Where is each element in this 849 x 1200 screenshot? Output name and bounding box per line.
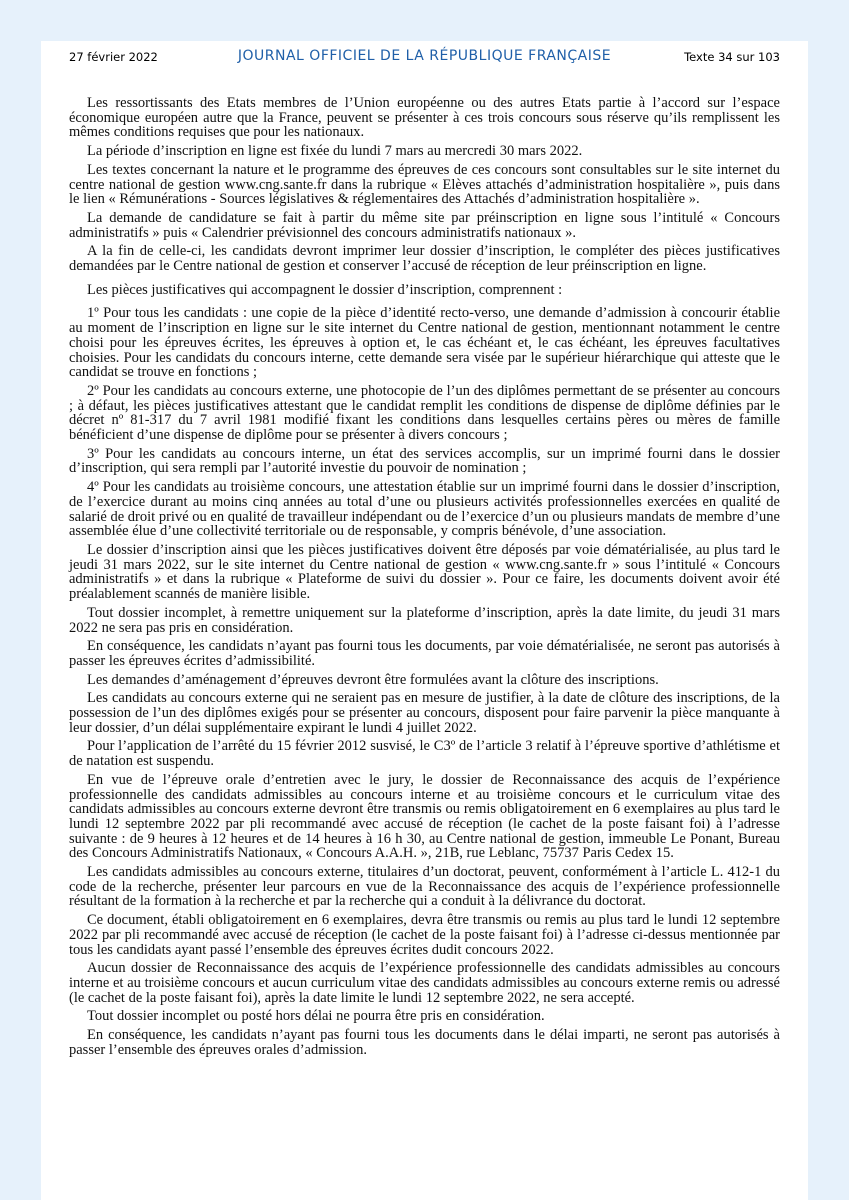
document-body <box>69 96 780 1061</box>
paragraph: Les textes concernant la nature et le programme des épreuves de ces concours sont consultables sur le site internet du centre national de gestion www.cng.sante.fr dans la rubrique « Elèves attachés d’administration hospitalière », puis dans le lien « Rémunérations - Sources législatives & réglementaires des Attachés d’administration hospitalière ». <box>69 161 780 208</box>
list-item <box>69 384 780 443</box>
paragraph: En conséquence, les candidats n’ayant pas fourni tous les documents, par voie dématérialisée, ne seront pas autorisés à passer les épreuves écrites d’admissibilité. <box>69 638 780 669</box>
paragraph: La période d’inscription en ligne est fixée du lundi 7 mars au mercredi 30 mars 2022. <box>87 143 583 160</box>
text-number: Texte 34 sur 103 <box>684 50 780 64</box>
list-item-text: Pour les candidats au troisième concours, une attestation établie sur un imprimé fourni dans le dossier d’inscription, de l’exercice durant au moins cinq années au total d’une ou plusieurs activités professionnelles exercées en qualité de salarié de droit privé ou en qualité de travailleur indépendant ou de l’exercice d’un ou plusieurs mandats de membre d’une assemblée élue d’une collectivité territoriale ou de responsable, y compris bénévole, d’une association. <box>69 479 780 540</box>
paragraph: Les demandes d’aménagement d’épreuves devront être formulées avant la clôture des inscriptions. <box>87 671 659 688</box>
paragraph: Les pièces justificatives qui accompagnent le dossier d’inscription, comprennent : <box>87 281 563 298</box>
paragraph: Ce document, établi obligatoirement en 6 exemplaires, devra être transmis ou remis au plus tard le lundi 12 septembre 2022 par pli recommandé avec accusé de réception (le cachet de la poste faisant foi) à l’adresse ci-dessus mentionnée par tous les candidats ayant passé l’ensemble des épreuves écrites dudit concours 2022. <box>69 912 780 958</box>
paragraph: Tout dossier incomplet ou posté hors délai ne pourra être pris en considération. <box>87 1008 545 1025</box>
list-item <box>69 480 780 539</box>
paragraph: En vue de l’épreuve orale d’entretien avec le jury, le dossier de Reconnaissance des acquis de l’expérience professionnelle des candidats admissibles au concours interne et au troisième concours et le curriculum vitae des candidats admissibles au concours externe devront être transmis ou remis obligatoirement en 6 exemplaires au plus tard le lundi 12 septembre 2022 par pli recommandé avec accusé de réception (le cachet de la poste faisant foi) à l’adresse suivante : de 9 heures à 12 heures et de 14 heures à 16 h 30, au Centre national de gestion, immeuble Le Ponant, Bureau des Concours Administratifs Nationaux, « Concours A.A.H. », 21B, rue Leblanc, 75737 Paris Cedex 15. <box>69 771 780 862</box>
paragraph: A la fin de celle-ci, les candidats devront imprimer leur dossier d’inscription, le compléter des pièces justificatives demandées par le Centre national de gestion et conserver l’accusé de réception de leur préinscription en ligne. <box>69 243 780 275</box>
page-header <box>69 49 780 67</box>
paragraph: Aucun dossier de Reconnaissance des acquis de l’expérience professionnelle des candidats admissibles au concours interne et au troisième concours et aucun curriculum vitae des candidats admissibles au concours externe remis ou adressé (le cachet de la poste faisant foi), après la date limite le lundi 12 septembre 2022, ne sera accepté. <box>69 960 780 1006</box>
list-marker: 1º <box>87 305 99 322</box>
journal-title: JOURNAL OFFICIEL DE LA RÉPUBLIQUE FRANÇAISE <box>237 48 612 64</box>
paragraph: Tout dossier incomplet, à remettre uniquement sur la plateforme d’inscription, après la date limite, du jeudi 31 mars 2022 ne sera pas pris en considération. <box>69 604 780 636</box>
list-marker: 3º <box>87 445 99 462</box>
list-item-text: Pour les candidats au concours interne, un état des services accomplis, sur un imprimé fourni dans le dossier d’inscription, qui sera rempli par l’autorité investie du pouvoir de nomination ; <box>69 445 781 477</box>
paragraph: Les ressortissants des Etats membres de l’Union européenne ou des autres Etats partie à l’accord sur l’espace économique européen autre que la France, peuvent se présenter à ces trois concours sous réserve qu’ils remplissent les mêmes conditions requises que pour les nationaux. <box>69 95 780 141</box>
paragraph: Le dossier d’inscription ainsi que les pièces justificatives doivent être déposés par voie dématérialisée, au plus tard le jeudi 31 mars 2022, sur le site internet du Centre national de gestion « www.cng.sante.fr » sous l’intitulé « Concours administratifs » et dans la rubrique « Plateforme de suivi du dossier ». Pour ce faire, les documents doivent avoir été préalablement scannés de manière lisible. <box>69 541 780 603</box>
paragraph: Pour l’application de l’arrêté du 15 février 2012 susvisé, le C3º de l’article 3 relatif à l’épreuve sportive d’athlétisme et de natation est suspendu. <box>69 738 780 770</box>
paragraph: La demande de candidature se fait à partir du même site par préinscription en ligne sous l’intitulé « Concours administratifs » puis « Calendrier prévisionnel des concours administratifs nationaux ». <box>69 209 780 241</box>
paragraph: Les candidats admissibles au concours externe, titulaires d’un doctorat, peuvent, conformément à l’article L. 412-1 du code de la recherche, présenter leur parcours en vue de la Reconnaissance des acquis de l’expérience professionnelle résultant de la formation à la recherche et par la recherche qui a conduit à la délivrance du doctorat. <box>69 864 780 910</box>
publication-date: 27 février 2022 <box>69 50 158 64</box>
list-marker: 2º <box>87 382 99 399</box>
list-item <box>69 447 780 476</box>
list-marker: 4º <box>87 479 99 496</box>
paragraph: En conséquence, les candidats n’ayant pas fourni tous les documents dans le délai imparti, ne seront pas autorisés à passer l’ensemble des épreuves orales d’admission. <box>69 1027 780 1058</box>
list-item-text: Pour les candidats au concours externe, une photocopie de l’un des diplômes permettant de se présenter au concours ; à défaut, les pièces justificatives attestant que le candidat remplit les conditions de dispense de diplôme définies par le décret nº 81-317 du 7 avril 1981 modifié fixant les conditions dans lesquelles certains pères ou mères de famille bénéficient d’une dispense de diplôme pour se présenter à divers concours ; <box>69 382 781 444</box>
list-item <box>69 306 780 380</box>
list-item-text: Pour tous les candidats : une copie de la pièce d’identité recto-verso, une demande d’admission à concourir établie au moment de l’inscription en ligne sur le site internet du Centre national de gestion, mentionnant notamment le centre choisi pour les épreuves écrites, les épreuves à option et, le cas échéant et, le cas échéant, les épreuves facultatives choisies. Pour les candidats du concours interne, cette demande sera visée par le supérieur hiérarchique qui atteste que le candidat se trouve en fonctions ; <box>69 305 781 381</box>
paragraph: Les candidats au concours externe qui ne seraient pas en mesure de justifier, à la date de clôture des inscriptions, de la possession de l’un des diplômes exigés pour se présenter au concours, disposent pour faire parvenir la pièce manquante à leur dossier, d’un délai supplémentaire expirant le lundi 4 juillet 2022. <box>69 690 780 736</box>
